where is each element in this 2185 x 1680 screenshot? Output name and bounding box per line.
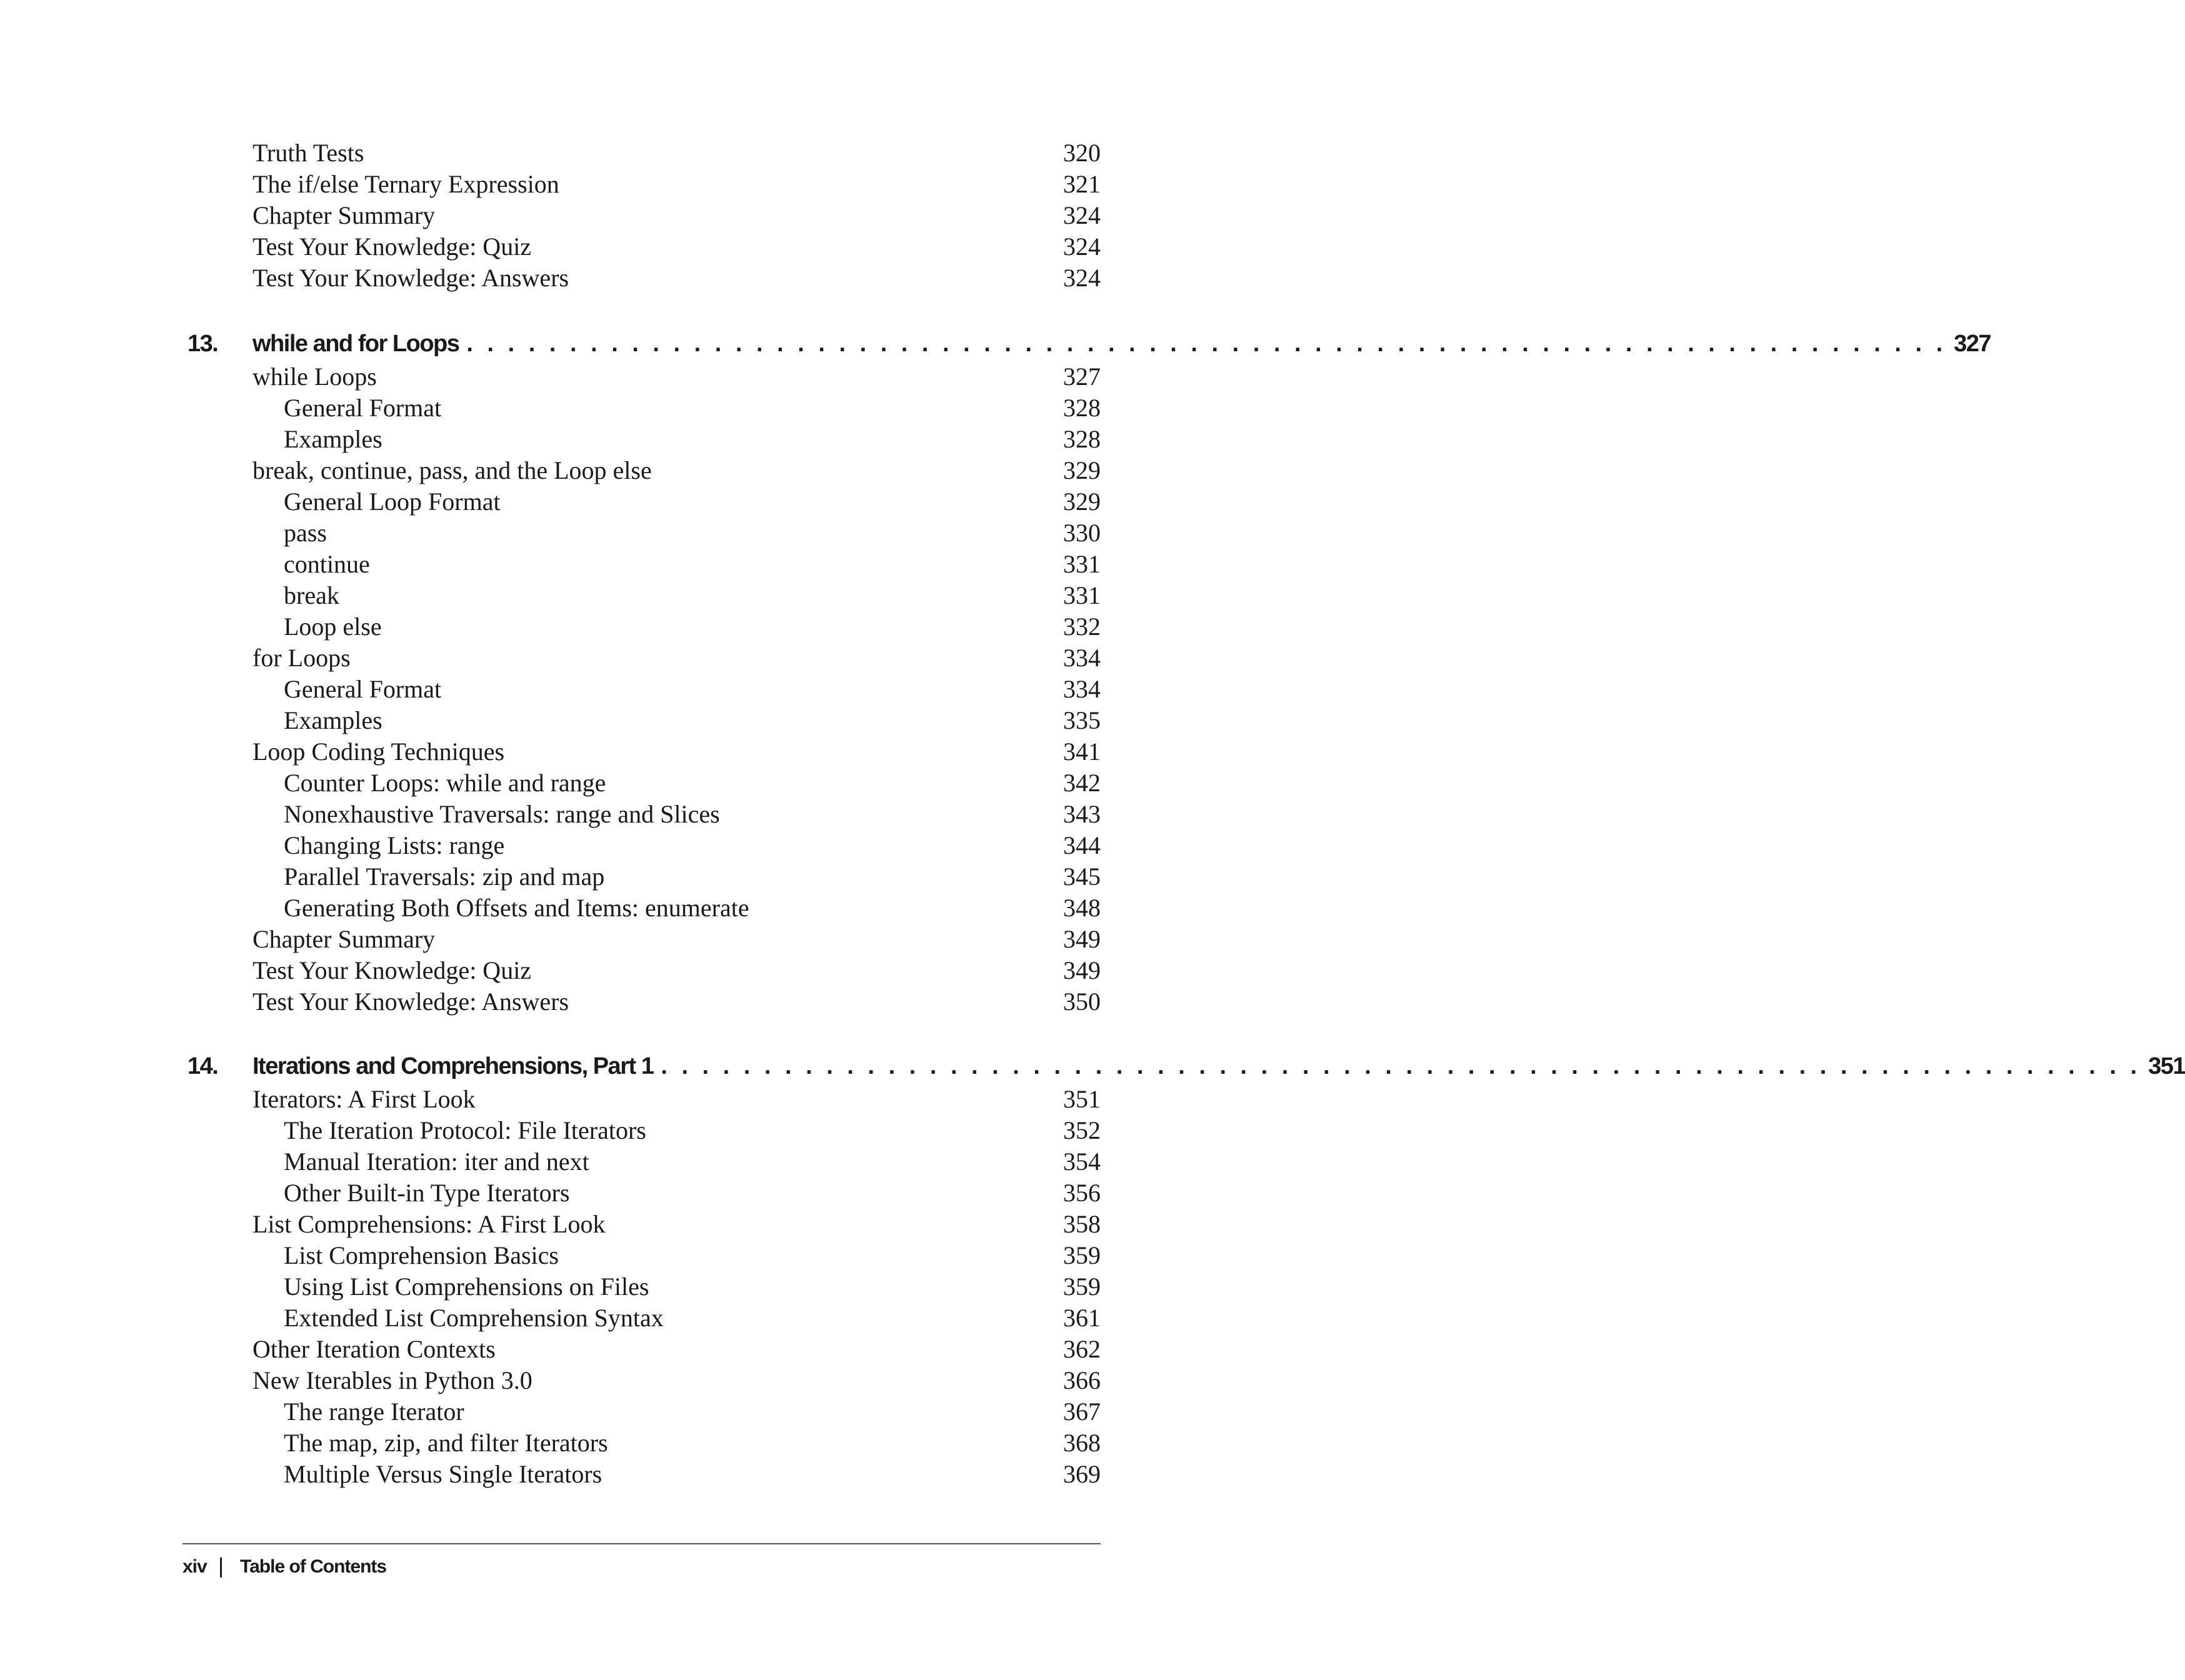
entry-page: 354 xyxy=(1063,1148,1101,1176)
entry-page: 335 xyxy=(1063,706,1101,734)
toc-subentry[interactable] xyxy=(284,424,1101,455)
toc-subentry[interactable] xyxy=(284,1115,1101,1146)
entry-page: 356 xyxy=(1063,1179,1101,1207)
entry-page: 324 xyxy=(1063,232,1101,261)
entry-title: Examples xyxy=(284,706,382,734)
entry-title: The map, zip, and filter Iterators xyxy=(284,1429,608,1457)
entry-page: 345 xyxy=(1063,862,1101,891)
entry-page: 369 xyxy=(1063,1460,1101,1488)
toc-subentry[interactable] xyxy=(284,549,1101,580)
entry-page: 358 xyxy=(1063,1210,1101,1238)
entry-page: 344 xyxy=(1063,831,1101,859)
entry-page: 351 xyxy=(1063,1085,1101,1113)
toc-subentry[interactable] xyxy=(284,799,1101,830)
chapter-page: 351 xyxy=(2148,1053,2185,1079)
toc-subentry[interactable] xyxy=(284,611,1101,642)
toc-subentry[interactable] xyxy=(284,392,1101,424)
entry-page: 332 xyxy=(1063,612,1101,641)
toc-subentry[interactable] xyxy=(284,674,1101,705)
entry-page: 324 xyxy=(1063,264,1101,292)
entry-page: 367 xyxy=(1063,1398,1101,1426)
entry-page: 341 xyxy=(1063,738,1101,766)
entry-title: Iterators: A First Look xyxy=(252,1085,476,1113)
entry-title: Chapter Summary xyxy=(252,201,436,229)
toc-subentry[interactable] xyxy=(284,1302,1101,1334)
toc-entry[interactable] xyxy=(252,455,1101,486)
entry-page: 349 xyxy=(1063,956,1101,984)
toc-entry[interactable] xyxy=(252,736,1101,768)
entry-title: Using List Comprehensions on Files xyxy=(284,1272,649,1301)
toc-subentry[interactable] xyxy=(284,518,1101,549)
toc-entry[interactable] xyxy=(252,361,1101,392)
entry-title: New Iterables in Python 3.0 xyxy=(252,1366,532,1394)
entry-title: Multiple Versus Single Iterators xyxy=(284,1460,602,1488)
leader-dots: . . . . . . . . . . . . . . . . . . . . . . . . . . . . . . . . . . . . . . . . . . . . . . . . . . . . . . . . . . . . . . . . . . . . . . . . xyxy=(661,1053,2141,1079)
entry-title: General Format xyxy=(284,394,442,422)
toc-entry[interactable] xyxy=(252,986,1101,1018)
entry-page: 368 xyxy=(1063,1429,1101,1457)
toc-subentry[interactable] xyxy=(284,580,1101,611)
toc-entry[interactable] xyxy=(252,1084,1101,1115)
entry-page: 352 xyxy=(1063,1116,1101,1144)
toc-entry[interactable] xyxy=(252,231,1101,262)
entry-title: The if/else Ternary Expression xyxy=(252,170,559,198)
entry-title: break xyxy=(284,581,339,609)
entry-title: break, continue, pass, and the Loop else xyxy=(252,456,652,484)
footer-separator xyxy=(220,1558,222,1578)
entry-title: Test Your Knowledge: Quiz xyxy=(252,956,532,984)
entry-title: Parallel Traversals: zip and map xyxy=(284,862,605,891)
entry-title: The Iteration Protocol: File Iterators xyxy=(284,1116,646,1144)
toc-entry[interactable] xyxy=(252,262,1101,294)
entry-page: 350 xyxy=(1063,988,1101,1016)
entry-page: 329 xyxy=(1063,456,1101,484)
toc-subentry[interactable] xyxy=(284,1459,1101,1490)
entry-title: Loop else xyxy=(284,612,382,641)
toc-entry[interactable] xyxy=(252,924,1101,955)
entry-title: List Comprehensions: A First Look xyxy=(252,1210,606,1238)
entry-title: continue xyxy=(284,550,370,578)
entry-title: Truth Tests xyxy=(252,139,364,167)
entry-title: Test Your Knowledge: Answers xyxy=(252,264,569,292)
toc-entry[interactable] xyxy=(252,169,1101,200)
entry-title: Changing Lists: range xyxy=(284,831,505,859)
entry-title: Generating Both Offsets and Items: enumerate xyxy=(284,894,749,922)
entry-page: 362 xyxy=(1063,1335,1101,1363)
entry-title: Test Your Knowledge: Quiz xyxy=(252,232,532,261)
entry-page: 359 xyxy=(1063,1241,1101,1269)
toc-entry[interactable] xyxy=(252,1365,1101,1396)
chapter-page: 327 xyxy=(1954,331,1991,357)
footer-page-number: xiv xyxy=(182,1556,207,1577)
entry-page: 349 xyxy=(1063,925,1101,953)
entry-page: 343 xyxy=(1063,800,1101,828)
entry-page: 331 xyxy=(1063,550,1101,578)
entry-page: 348 xyxy=(1063,894,1101,922)
entry-title: Counter Loops: while and range xyxy=(284,769,606,797)
entry-page: 334 xyxy=(1063,675,1101,703)
leader-dots: . . . . . . . . . . . . . . . . . . . . . . . . . . . . . . . . . . . . . . . . . . . . . . . . . . . . . . . . . . . . . . . . . . . . . . . . xyxy=(466,331,1947,357)
toc-entry[interactable] xyxy=(252,138,1101,169)
chapter-13-heading[interactable] xyxy=(188,326,1991,361)
entry-title: Extended List Comprehension Syntax xyxy=(284,1304,664,1332)
chapter-number: 13. xyxy=(188,331,218,357)
toc-subentry[interactable] xyxy=(284,1396,1101,1428)
toc-entry[interactable] xyxy=(252,1334,1101,1365)
toc-subentry[interactable] xyxy=(284,768,1101,799)
entry-title: Test Your Knowledge: Answers xyxy=(252,988,569,1016)
toc-subentry[interactable] xyxy=(284,861,1101,892)
entry-page: 361 xyxy=(1063,1304,1101,1332)
chapter-title: while and for Loops xyxy=(252,331,459,357)
footer-divider xyxy=(182,1543,1101,1544)
entry-page: 327 xyxy=(1063,362,1101,391)
entry-page: 328 xyxy=(1063,425,1101,453)
entry-title: Examples xyxy=(284,425,382,453)
chapter-14-heading[interactable] xyxy=(188,1049,2185,1084)
entry-title: The range Iterator xyxy=(284,1398,464,1426)
entry-title: Other Built-in Type Iterators xyxy=(284,1179,570,1207)
toc-entry[interactable] xyxy=(252,642,1101,674)
entry-page: 320 xyxy=(1063,139,1101,167)
toc-subentry[interactable] xyxy=(284,1271,1101,1302)
toc-subentry[interactable] xyxy=(284,892,1101,924)
toc-subentry[interactable] xyxy=(284,830,1101,861)
entry-title: Manual Iteration: iter and next xyxy=(284,1148,589,1176)
entry-title: pass xyxy=(284,519,327,547)
entry-title: Other Iteration Contexts xyxy=(252,1335,496,1363)
entry-title: Chapter Summary xyxy=(252,925,436,953)
entry-page: 366 xyxy=(1063,1366,1101,1394)
entry-page: 342 xyxy=(1063,769,1101,797)
entry-title: General Loop Format xyxy=(284,488,501,516)
chapter-title: Iterations and Comprehensions, Part 1 xyxy=(252,1053,654,1079)
entry-title: for Loops xyxy=(252,644,351,672)
entry-title: General Format xyxy=(284,675,442,703)
entry-page: 328 xyxy=(1063,394,1101,422)
toc-subentry[interactable] xyxy=(284,1146,1101,1178)
toc-subentry[interactable] xyxy=(284,1178,1101,1209)
entry-title: List Comprehension Basics xyxy=(284,1241,559,1269)
entry-page: 359 xyxy=(1063,1272,1101,1301)
entry-page: 329 xyxy=(1063,488,1101,516)
entry-title: Loop Coding Techniques xyxy=(252,738,505,766)
toc-subentry[interactable] xyxy=(284,1240,1101,1271)
entry-page: 324 xyxy=(1063,201,1101,229)
entry-title: Nonexhaustive Traversals: range and Slices xyxy=(284,800,720,828)
toc-entry[interactable] xyxy=(252,955,1101,986)
toc-subentry[interactable] xyxy=(284,486,1101,518)
entry-page: 334 xyxy=(1063,644,1101,672)
toc-subentry[interactable] xyxy=(284,1428,1101,1459)
toc-entry[interactable] xyxy=(252,200,1101,231)
entry-page: 321 xyxy=(1063,170,1101,198)
entry-page: 330 xyxy=(1063,519,1101,547)
entry-page: 331 xyxy=(1063,581,1101,609)
footer-label: Table of Contents xyxy=(240,1556,387,1577)
toc-subentry[interactable] xyxy=(284,705,1101,736)
toc-entry[interactable] xyxy=(252,1209,1101,1240)
entry-title: while Loops xyxy=(252,362,377,391)
chapter-number: 14. xyxy=(188,1053,218,1079)
